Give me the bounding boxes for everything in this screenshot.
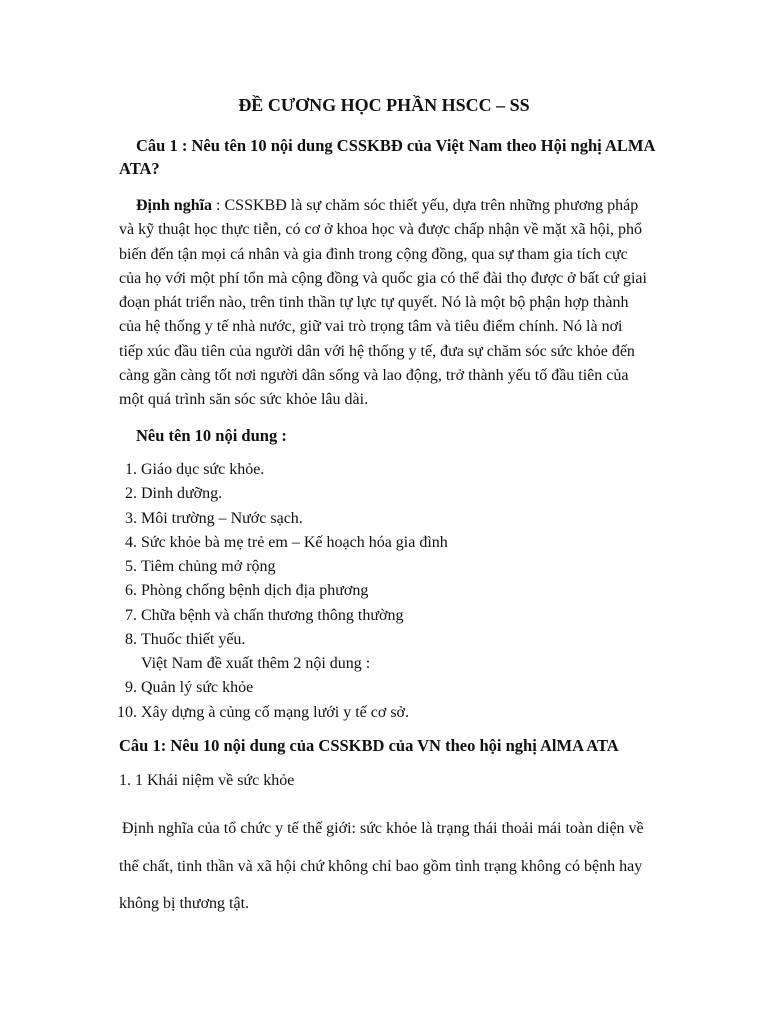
list-item-text: Giáo dục sức khỏe. bbox=[141, 461, 265, 478]
list-item-number: 3. bbox=[125, 509, 137, 527]
extra-note: Việt Nam đề xuất thêm 2 nội dung : bbox=[141, 655, 371, 672]
list-item bbox=[105, 507, 665, 531]
list-item bbox=[105, 604, 665, 628]
list-item bbox=[105, 628, 665, 652]
list-item-text: Quản lý sức khỏe bbox=[141, 679, 254, 697]
list-item-number: 6. bbox=[125, 582, 137, 600]
who-definition-text: của tổ chức y tế thế giới: sức khỏe là trạng thái thoải mái toàn diện về thể chất, tinh thần và xã hội chứ không chỉ bao gồm tình trạng không có bệnh hay không bị thương tật. bbox=[119, 820, 644, 912]
question-1-heading: Câu 1 : Nêu tên 10 nội dung CSSKBĐ của Việt Nam theo Hội nghị ALMA ATA? bbox=[119, 136, 655, 178]
list-item bbox=[105, 676, 665, 700]
list-item bbox=[105, 555, 665, 579]
list-item-number: 1. bbox=[125, 461, 137, 478]
list-item bbox=[105, 458, 665, 482]
list-item-text: Thuốc thiết yếu. bbox=[141, 630, 246, 648]
list-item bbox=[105, 701, 665, 725]
list-item-number: 7. bbox=[125, 606, 137, 624]
list-item-text: Tiêm chủng mở rộng bbox=[141, 558, 276, 575]
list-item-text: Sức khỏe bà mẹ trẻ em – Kế hoạch hóa gia đình bbox=[141, 533, 448, 551]
definition-label: Định nghĩa bbox=[136, 197, 213, 214]
list-item-text: Dinh dưỡng. bbox=[141, 485, 223, 503]
question-1-alt-heading: Câu 1: Nêu 10 nội dung của CSSKBD của VN theo hội nghị AlMA ATA bbox=[119, 736, 619, 755]
list-item-text: Xây dựng à củng cố mạng lưới y tế cơ sở. bbox=[141, 703, 409, 721]
list-item-number: 8. bbox=[125, 630, 137, 648]
document-title: ĐỀ CƯƠNG HỌC PHẦN HSCC – SS bbox=[238, 95, 530, 115]
definition-paragraph bbox=[119, 194, 649, 413]
list-item-text: Chữa bệnh và chấn thương thông thường bbox=[141, 606, 404, 624]
list-item-text: Môi trường – Nước sạch. bbox=[141, 509, 303, 527]
section-heading: 1. 1 Khái niệm về sức khỏe bbox=[119, 772, 295, 789]
list-item-text: Phòng chống bệnh dịch địa phương bbox=[141, 582, 369, 600]
list-item bbox=[105, 579, 665, 603]
list-item-number: 2. bbox=[125, 485, 137, 503]
list-item-number: 9. bbox=[125, 679, 137, 697]
definition-text: : CSSKBĐ là sự chăm sóc thiết yếu, dựa trên những phương pháp và kỹ thuật học thực tiễn, có cơ ở khoa học và được chấp nhận về mặt xã hội, phổ biến đến tận mọi cá nhân và gia đình trong cộng đồng, qua sự tham gia tích cực của họ với một phí tổn mà cộng đồng và quốc gia có thể đài thọ được ở bất cứ giai đoạn phát triển nào, trên tinh thần tự lực tự quyết. Nó là một bộ phận hợp thành của hệ thống y tế nhà nước, giữ vai trò trọng tâm và tiêu điểm chính. Nó là nơi tiếp xúc đầu tiên của người dân với hệ thống y tế, đưa sự chăm sóc sức khỏe đến càng gần càng tốt nơi người dân sống và lao động, trở thành yếu tố đầu tiên của một quá trình săn sóc sức khỏe lâu dài. bbox=[119, 197, 647, 409]
list-item-number: 5. bbox=[125, 558, 137, 575]
list-heading: Nêu tên 10 nội dung : bbox=[136, 426, 287, 445]
list-item-number: 4. bbox=[125, 533, 137, 551]
who-definition-label: Định nghĩa bbox=[122, 820, 194, 837]
list-item bbox=[105, 482, 665, 506]
list-item bbox=[105, 531, 665, 555]
content-list bbox=[105, 458, 665, 725]
who-definition-paragraph bbox=[119, 810, 649, 923]
list-item-number: 10. bbox=[117, 703, 137, 721]
